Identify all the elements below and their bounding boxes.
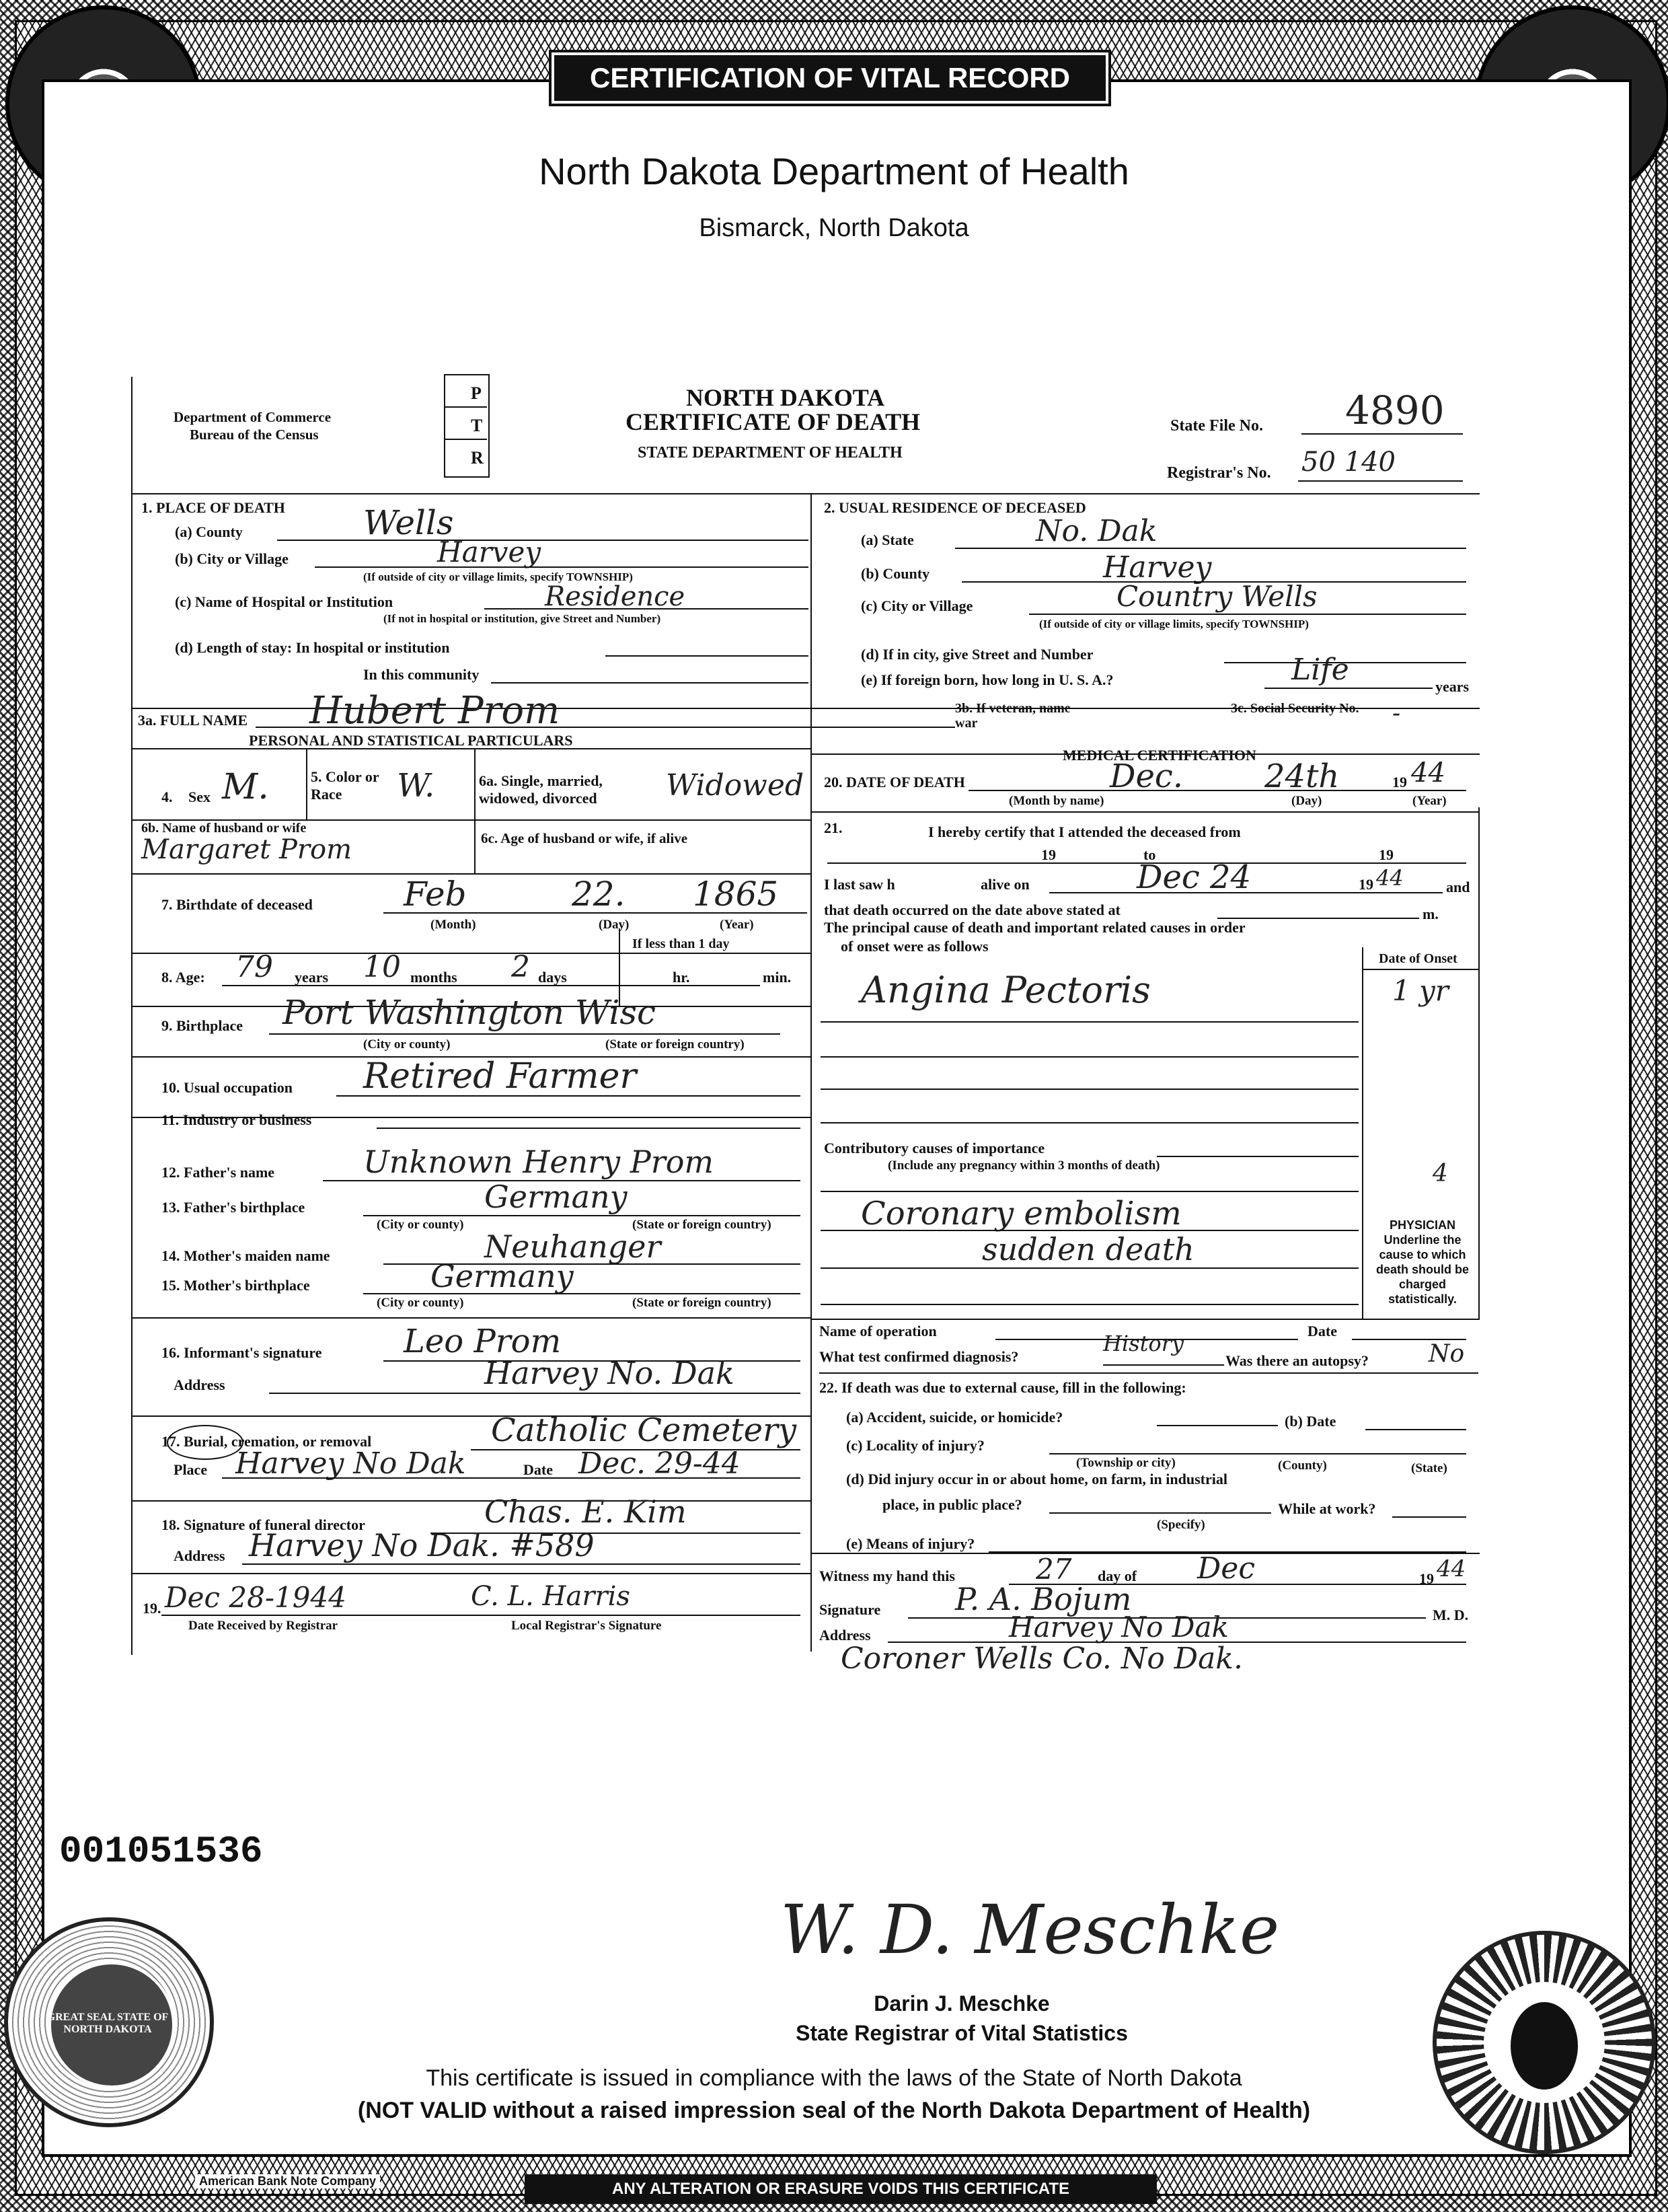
- form-subtitle: STATE DEPARTMENT OF HEALTH: [638, 444, 903, 462]
- ptr-r: R: [471, 448, 484, 468]
- death-county-label: (a) County: [175, 523, 243, 540]
- state-registrar-title: State Registrar of Vital Statistics: [796, 2021, 1128, 2045]
- birth-month: Feb: [404, 875, 467, 914]
- informant-label: 16. Informant's signature: [161, 1344, 322, 1361]
- informant-signature: Leo Prom: [404, 1323, 562, 1360]
- father-name-label: 12. Father's name: [161, 1164, 275, 1181]
- physician-address-label: Address: [819, 1627, 871, 1644]
- residence-city-note: (If outside of city or village limits, specify TOWNSHIP): [1039, 618, 1309, 630]
- state-file-number: 4890: [1345, 388, 1445, 433]
- birthplace-city-caption: (City or county): [363, 1037, 451, 1052]
- locality-label: (c) Locality of injury?: [846, 1437, 985, 1454]
- residence-state-label: (a) State: [861, 531, 914, 548]
- certify-to: to: [1143, 846, 1156, 863]
- foreign-born-value: Life: [1291, 653, 1349, 687]
- father-name-value: Unknown Henry Prom: [363, 1144, 714, 1180]
- received-date: Dec 28-1944: [165, 1581, 346, 1614]
- mother-bp-state-caption: (State or foreign country): [632, 1296, 771, 1310]
- state-registrar-name: Darin J. Meschke: [874, 1991, 1050, 2016]
- alteration-warning-banner: ANY ALTERATION OR ERASURE VOIDS THIS CERTIFICATE: [525, 2174, 1157, 2204]
- operation-label: Name of operation: [819, 1323, 937, 1339]
- contributory-cause-2: sudden death: [982, 1231, 1195, 1267]
- department-city: Bismarck, North Dakota: [699, 214, 969, 242]
- state-caption: (State): [1411, 1461, 1447, 1475]
- father-birthplace-label: 13. Father's birthplace: [161, 1199, 305, 1216]
- residence-state-value: No. Dak: [1036, 514, 1158, 548]
- local-registrar-signature: C. L. Harris: [471, 1581, 630, 1612]
- onset-label: of onset were as follows: [841, 938, 989, 955]
- spouse-value: Margaret Prom: [141, 834, 352, 865]
- full-name-value: Hubert Prom: [309, 689, 560, 733]
- medical-heading: MEDICAL CERTIFICATION: [1063, 747, 1256, 764]
- certification-banner: CERTIFICATION OF VITAL RECORD: [552, 52, 1108, 104]
- last-saw-alive: alive on: [981, 876, 1030, 893]
- months-word: months: [410, 969, 457, 986]
- death-city-label: (b) City or Village: [175, 550, 289, 567]
- department-emblem-seal: [1433, 1931, 1656, 2154]
- death-city-value: Harvey: [437, 536, 541, 568]
- residence-street-label: (d) If in city, give Street and Number: [861, 646, 1094, 663]
- sex-label: Sex: [188, 788, 211, 805]
- witness-19: 19: [1419, 1570, 1434, 1587]
- spouse-age-label: 6c. Age of husband or wife, if alive: [481, 830, 688, 846]
- work-label: While at work?: [1278, 1500, 1376, 1517]
- mother-birthplace-label: 15. Mother's birthplace: [161, 1277, 310, 1294]
- age-years: 79: [235, 950, 273, 984]
- state-file-label: State File No.: [1170, 417, 1263, 435]
- age-label: 8. Age:: [161, 969, 205, 986]
- residence-county-value: Harvey: [1103, 550, 1212, 585]
- death-county-value: Wells: [363, 503, 454, 542]
- community-label: In this community: [363, 666, 480, 683]
- death-year: 44: [1411, 758, 1445, 788]
- township-caption: (Township or city): [1076, 1456, 1176, 1470]
- registrar-label: Registrar's No.: [1167, 464, 1271, 482]
- marital-value: Widowed: [666, 768, 804, 803]
- wheat-icon: [1511, 2002, 1578, 2090]
- m-word: m.: [1423, 906, 1439, 922]
- veteran-label: 3b. If veteran, name war: [955, 701, 1071, 731]
- serial-number: 001051536: [59, 1830, 263, 1873]
- printer-imprint: American Bank Note Company: [195, 2174, 380, 2188]
- burial-circle-mark: [167, 1425, 243, 1460]
- birthdate-label: 7. Birthdate of deceased: [161, 896, 313, 913]
- and-word: and: [1446, 879, 1470, 895]
- marital-label: 6a. Single, married, widowed, divorced: [479, 772, 603, 807]
- color-label: 5. Color or Race: [311, 768, 379, 803]
- industry-label: 11. Industry or business: [161, 1111, 312, 1128]
- birth-month-caption: (Month): [430, 918, 476, 932]
- last-saw-date: Dec 24: [1137, 858, 1252, 896]
- day-of-label: day of: [1098, 1568, 1137, 1584]
- mother-name-value: Neuhanger: [484, 1228, 661, 1265]
- place-of-death-label: 1. PLACE OF DEATH: [141, 499, 285, 516]
- father-bp-state-caption: (State or foreign country): [632, 1218, 771, 1232]
- years-word: years: [295, 969, 329, 986]
- years-label: years: [1435, 678, 1470, 695]
- death-occurred-label: that death occurred on the date above stated at: [824, 901, 1121, 918]
- director-address-label: Address: [174, 1547, 225, 1564]
- form-title: CERTIFICATE OF DEATH: [626, 408, 921, 435]
- father-bp-city-caption: (City or county): [377, 1218, 464, 1232]
- birthplace-label: 9. Birthplace: [161, 1017, 243, 1034]
- operation-date-label: Date: [1307, 1323, 1337, 1339]
- certify-num: 21.: [824, 819, 843, 836]
- physician-note: PHYSICIAN Underline the cause to which death should be charged statistically.: [1375, 1218, 1469, 1306]
- hr-word: hr.: [673, 969, 690, 986]
- less-than-day-label: If less than 1 day: [632, 936, 730, 951]
- burial-value: Catholic Cemetery: [491, 1411, 797, 1449]
- specify-caption: (Specify): [1157, 1518, 1205, 1532]
- director-label: 18. Signature of funeral director: [161, 1516, 365, 1533]
- contributory-note: (Include any pregnancy within 3 months of death): [888, 1158, 1160, 1173]
- contributory-onset: 4: [1433, 1160, 1448, 1187]
- residence-city-label: (c) City or Village: [861, 597, 973, 614]
- sex-value: M.: [222, 767, 269, 807]
- hospital-value: Residence: [545, 581, 685, 612]
- certify-text: I hereby certify that I attended the deceased from: [928, 823, 1241, 840]
- residence-label: 2. USUAL RESIDENCE OF DECEASED: [824, 499, 1086, 516]
- director-address-value: Harvey No Dak. #589: [249, 1527, 595, 1563]
- last-saw-19: 19: [1359, 876, 1373, 893]
- last-saw-year: 44: [1376, 865, 1404, 891]
- form-state: NORTH DAKOTA: [686, 384, 885, 411]
- days-word: days: [538, 969, 567, 986]
- bureau-line-1: Department of Commerce: [174, 409, 332, 425]
- residence-city-value: Country Wells: [1116, 580, 1318, 613]
- md-label: M. D.: [1433, 1607, 1469, 1623]
- contributory-label: Contributory causes of importance: [824, 1140, 1045, 1156]
- color-value: W.: [397, 767, 435, 805]
- compliance-statement: This certificate is issued in compliance with the laws of the State of North Dakota: [426, 2065, 1242, 2091]
- received-num: 19.: [143, 1600, 161, 1617]
- validity-warning: (NOT VALID without a raised impression seal of the North Dakota Department of Health): [357, 2098, 1311, 2123]
- external-cause-label: 22. If death was due to external cause, fill in the following:: [819, 1379, 1186, 1396]
- death-date-label: 20. DATE OF DEATH: [824, 774, 965, 790]
- burial-date-value: Dec. 29-44: [578, 1446, 741, 1481]
- accident-label: (a) Accident, suicide, or homicide?: [846, 1409, 1063, 1426]
- autopsy-label: Was there an autopsy?: [1225, 1352, 1369, 1369]
- burial-date-label: Date: [523, 1461, 553, 1478]
- hospital-note: (If not in hospital or institution, give Street and Number): [383, 612, 661, 625]
- full-name-label: 3a. FULL NAME: [138, 712, 248, 729]
- sex-num: 4.: [161, 788, 173, 805]
- death-year-caption: (Year): [1412, 794, 1447, 808]
- birth-day-caption: (Day): [599, 918, 630, 932]
- social-label: 3c. Social Security No.: [1231, 701, 1359, 716]
- age-days: 2: [511, 950, 530, 984]
- test-label: What test confirmed diagnosis?: [819, 1348, 1019, 1365]
- birthplace-value: Port Washington Wisc: [282, 993, 656, 1032]
- injury-date-label: (b) Date: [1285, 1413, 1336, 1430]
- birth-day: 22.: [572, 875, 626, 914]
- state-registrar-signature: W. D. Meschke: [780, 1890, 1280, 1969]
- death-day-caption: (Day): [1291, 794, 1322, 808]
- birth-year: 1865: [693, 875, 779, 914]
- burial-place-label: Place: [174, 1461, 208, 1478]
- death-month: Dec.: [1110, 758, 1184, 795]
- coroner-note: Coroner Wells Co. No Dak.: [841, 1642, 1243, 1676]
- seal-text: GREAT SEAL STATE OF NORTH DAKOTA: [46, 2012, 169, 2035]
- foreign-born-label: (e) If foreign born, how long in U. S. A.?: [861, 671, 1114, 688]
- informant-address-value: Harvey No. Dak: [484, 1355, 734, 1391]
- onset-heading: Date of Onset: [1379, 951, 1457, 966]
- county-caption: (County): [1278, 1459, 1327, 1473]
- death-month-caption: (Month by name): [1009, 794, 1104, 808]
- witness-month: Dec: [1197, 1551, 1255, 1586]
- death-day: 24th: [1264, 758, 1340, 795]
- director-signature: Chas. E. Kim: [484, 1494, 687, 1530]
- autopsy-value: No: [1429, 1340, 1465, 1368]
- injury-location-label-2: place, in public place?: [882, 1496, 1022, 1513]
- department-title: North Dakota Department of Health: [539, 150, 1129, 192]
- registrar-number: 50 140: [1301, 447, 1396, 478]
- burial-label: 17. Burial, cremation, or removal: [161, 1433, 372, 1450]
- witness-day: 27: [1036, 1553, 1072, 1586]
- contributory-cause-1: Coronary embolism: [861, 1195, 1182, 1232]
- witness-year: 44: [1437, 1555, 1466, 1582]
- witness-label: Witness my hand this: [819, 1568, 955, 1584]
- cause-1: Angina Pectoris: [861, 969, 1151, 1011]
- age-months: 10: [363, 950, 401, 984]
- min-word: min.: [763, 969, 792, 986]
- last-saw-label: I last saw h: [824, 876, 895, 893]
- length-of-stay-label: (d) Length of stay: In hospital or institution: [175, 639, 450, 656]
- signature-label: Signature: [819, 1601, 881, 1618]
- birthplace-state-caption: (State or foreign country): [605, 1037, 745, 1052]
- hospital-label: (c) Name of Hospital or Institution: [175, 593, 393, 610]
- ptr-t: T: [471, 416, 483, 435]
- death-year-prefix: 19: [1392, 774, 1407, 790]
- informant-address-label: Address: [174, 1376, 225, 1393]
- birth-year-caption: (Year): [720, 918, 754, 932]
- certify-19-b: 19: [1379, 846, 1394, 863]
- certify-19-a: 19: [1041, 846, 1056, 863]
- physician-signature: P. A. Bojum: [955, 1581, 1132, 1617]
- father-birthplace-value: Germany: [484, 1179, 628, 1215]
- occupation-value: Retired Farmer: [363, 1056, 637, 1097]
- mother-birthplace-value: Germany: [430, 1258, 574, 1294]
- death-city-note: (If outside of city or village limits, specify TOWNSHIP): [363, 570, 633, 583]
- ptr-p: P: [471, 383, 482, 403]
- burial-place-value: Harvey No Dak: [235, 1446, 466, 1481]
- mother-name-label: 14. Mother's maiden name: [161, 1247, 330, 1264]
- bureau-line-2: Bureau of the Census: [190, 427, 319, 443]
- residence-county-label: (b) County: [861, 565, 930, 582]
- means-label: (e) Means of injury?: [846, 1535, 975, 1552]
- personal-heading: PERSONAL AND STATISTICAL PARTICULARS: [249, 732, 573, 749]
- onset-1: 1 yr: [1392, 974, 1449, 1007]
- physician-address: Harvey No Dak: [1009, 1611, 1229, 1644]
- spouse-label: 6b. Name of husband or wife: [141, 821, 307, 836]
- injury-location-label: (d) Did injury occur in or about home, on farm, in industrial: [846, 1471, 1227, 1487]
- mother-bp-city-caption: (City or county): [377, 1296, 464, 1310]
- local-registrar-caption: Local Registrar's Signature: [511, 1619, 662, 1633]
- occupation-label: 10. Usual occupation: [161, 1079, 293, 1096]
- test-value: History: [1103, 1331, 1184, 1356]
- social-value: -: [1392, 700, 1401, 727]
- received-caption: Date Received by Registrar: [188, 1619, 338, 1633]
- principal-cause-label: The principal cause of death and important related causes in order: [824, 919, 1246, 936]
